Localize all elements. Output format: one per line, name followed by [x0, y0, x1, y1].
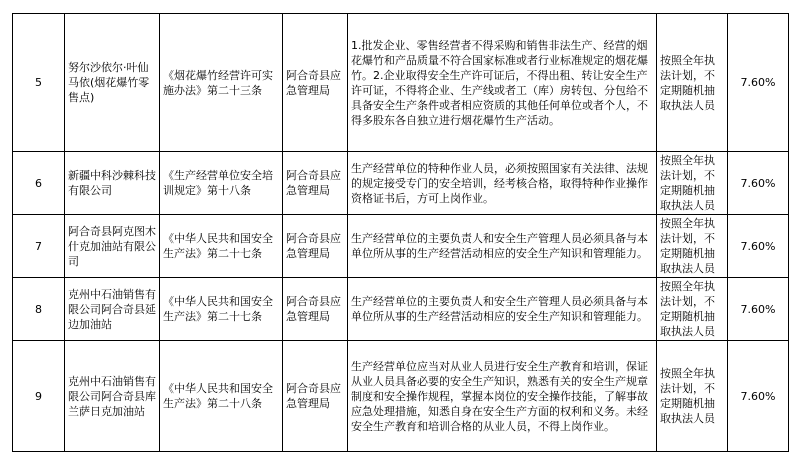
table-row — [13, 278, 789, 341]
inspection-table — [12, 13, 789, 452]
inspection-ratio-cell: 7.60% — [728, 278, 789, 341]
table-row — [13, 14, 789, 152]
inspection-content-cell: 生产经营单位的主要负责人和安全生产管理人员必须具备与本单位所从事的生产经营活动相应的安全生产知识和管理能力。 — [348, 215, 657, 278]
inspection-method-cell: 按照全年执法计划，不定期随机抽取执法人员 — [657, 278, 728, 341]
inspected-entity-cell: 克州中石油销售有限公司阿合奇县库兰萨日克加油站 — [65, 341, 160, 452]
inspection-content-cell: 生产经营单位的主要负责人和安全生产管理人员必须具备与本单位所从事的生产经营活动相应的安全生产知识和管理能力。 — [348, 278, 657, 341]
row-number-cell: 7 — [13, 215, 65, 278]
inspection-content-cell: 生产经营单位的特种作业人员，必须按照国家有关法律、法规的规定接受专门的安全培训，经考核合格，取得特种作业操作资格证书后，方可上岗作业。 — [348, 152, 657, 215]
legal-basis-cell: 《中华人民共和国安全生产法》第二十七条 — [160, 278, 283, 341]
enforcement-department-cell: 阿合奇县应急管理局 — [283, 14, 348, 152]
inspection-method-cell: 按照全年执法计划，不定期随机抽取执法人员 — [657, 215, 728, 278]
table-body — [13, 14, 789, 452]
legal-basis-cell: 《生产经营单位安全培训规定》第十八条 — [160, 152, 283, 215]
inspection-method-cell: 按照全年执法计划，不定期随机抽取执法人员 — [657, 14, 728, 152]
row-number-cell: 5 — [13, 14, 65, 152]
row-number-cell: 8 — [13, 278, 65, 341]
inspected-entity-cell: 努尔沙依尔·叶仙马依(烟花爆竹零售点) — [65, 14, 160, 152]
legal-basis-cell: 《中华人民共和国安全生产法》第二十八条 — [160, 341, 283, 452]
enforcement-department-cell: 阿合奇县应急管理局 — [283, 215, 348, 278]
inspection-content-cell: 1.批发企业、零售经营者不得采购和销售非法生产、经营的烟花爆竹和产品质量不符合国家标准或者行业标准规定的烟花爆竹。2.企业取得安全生产许可证后，不得出租、转让安全生产许可证，不得将企业、生产线或者工（库）房转包、分包给不具备安全生产条件或者相应资质的其他任何单位或者个人，不得多股东各自独立进行烟花爆竹生产活动。 — [348, 14, 657, 152]
inspection-ratio-cell: 7.60% — [728, 215, 789, 278]
inspection-method-cell: 按照全年执法计划，不定期随机抽取执法人员 — [657, 152, 728, 215]
row-number-cell: 6 — [13, 152, 65, 215]
table-row — [13, 215, 789, 278]
table-row — [13, 341, 789, 452]
enforcement-department-cell: 阿合奇县应急管理局 — [283, 278, 348, 341]
inspection-ratio-cell: 7.60% — [728, 341, 789, 452]
inspection-ratio-cell: 7.60% — [728, 152, 789, 215]
inspection-method-cell: 按照全年执法计划，不定期随机抽取执法人员 — [657, 341, 728, 452]
inspection-content-cell: 生产经营单位应当对从业人员进行安全生产教育和培训，保证从业人员具备必要的安全生产知识，熟悉有关的安全生产规章制度和安全操作规程，掌握本岗位的安全操作技能，了解事故应急处理措施，知悉自身在安全生产方面的权利和义务。未经安全生产教育和培训合格的从业人员，不得上岗作业。 — [348, 341, 657, 452]
table-row — [13, 152, 789, 215]
inspected-entity-cell: 克州中石油销售有限公司阿合奇县延边加油站 — [65, 278, 160, 341]
inspection-ratio-cell: 7.60% — [728, 14, 789, 152]
inspected-entity-cell: 新疆中科沙棘科技有限公司 — [65, 152, 160, 215]
enforcement-department-cell: 阿合奇县应急管理局 — [283, 152, 348, 215]
inspected-entity-cell: 阿合奇县阿克图木什克加油站有限公司 — [65, 215, 160, 278]
legal-basis-cell: 《中华人民共和国安全生产法》第二十七条 — [160, 215, 283, 278]
enforcement-department-cell: 阿合奇县应急管理局 — [283, 341, 348, 452]
legal-basis-cell: 《烟花爆竹经营许可实施办法》第二十三条 — [160, 14, 283, 152]
row-number-cell: 9 — [13, 341, 65, 452]
